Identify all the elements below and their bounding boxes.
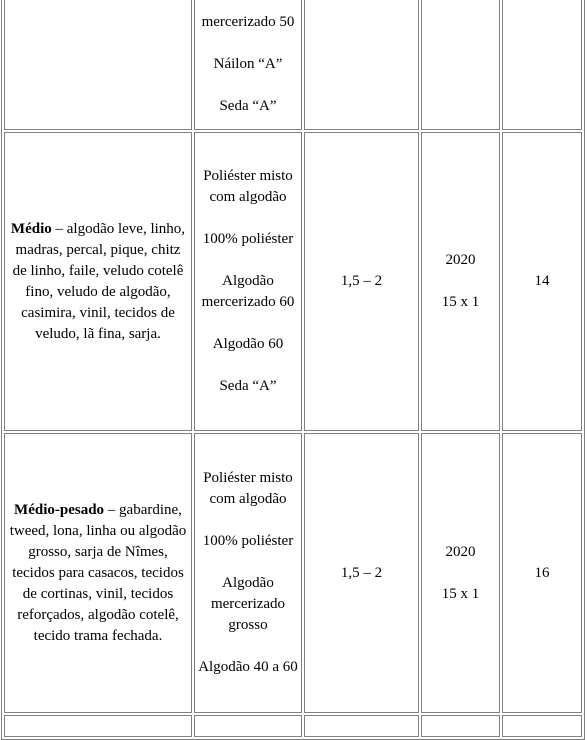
fabric-title: Médio-pesado bbox=[14, 501, 105, 518]
spacer bbox=[198, 636, 298, 657]
table-row bbox=[4, 0, 582, 130]
thread-item: Poliéster misto com algodão bbox=[203, 470, 293, 507]
fabric-title: Médio bbox=[10, 220, 52, 237]
spacer bbox=[198, 552, 298, 573]
fabric-cell bbox=[4, 132, 192, 431]
sewing-reference-table bbox=[1, 0, 585, 740]
spacer bbox=[198, 75, 298, 96]
stitch-length-cell: 1,5 – 2 bbox=[304, 433, 419, 713]
spacer bbox=[198, 250, 298, 271]
thread-item: 100% poliéster bbox=[202, 533, 294, 549]
thread-item: Algodão mercerizado grosso bbox=[210, 575, 286, 633]
needle-cell bbox=[421, 0, 500, 130]
needle-type: 2020 bbox=[445, 543, 476, 560]
thread-item: mercerizado 50 bbox=[201, 14, 295, 30]
needle-size-cell bbox=[502, 715, 582, 737]
spacer bbox=[425, 563, 496, 584]
thread-item: Poliéster misto com algodão bbox=[203, 168, 293, 205]
spacer bbox=[198, 208, 298, 229]
thread-item: Algodão mercerizado 60 bbox=[201, 273, 295, 310]
needle-code: 15 x 1 bbox=[441, 294, 480, 310]
needle-cell bbox=[421, 132, 500, 431]
spacer bbox=[198, 355, 298, 376]
fabric-cell bbox=[4, 433, 192, 713]
spacer bbox=[198, 33, 298, 54]
stitch-length-cell bbox=[304, 715, 419, 737]
thread-cell bbox=[194, 715, 302, 737]
thread-item: Algodão 40 a 60 bbox=[198, 659, 298, 675]
table-row bbox=[4, 715, 582, 737]
stitch-length-cell bbox=[304, 0, 419, 130]
thread-item: Seda “A” bbox=[219, 98, 277, 114]
needle-size-cell: 14 bbox=[502, 132, 582, 431]
spacer bbox=[198, 313, 298, 334]
needle-cell bbox=[421, 433, 500, 713]
thread-item: Seda “A” bbox=[219, 378, 277, 394]
thread-cell bbox=[194, 0, 302, 130]
table-row bbox=[4, 132, 582, 431]
needle-size-cell bbox=[502, 0, 582, 130]
needle-type: 2020 bbox=[445, 252, 476, 268]
thread-item: Algodão 60 bbox=[212, 336, 284, 352]
thread-item: Náilon “A” bbox=[213, 56, 283, 72]
thread-cell bbox=[194, 433, 302, 713]
needle-code: 15 x 1 bbox=[441, 585, 480, 602]
spacer bbox=[198, 510, 298, 531]
fabric-description: – gabardine, tweed, lona, linha ou algodão grosso, sarja de Nîmes, tecidos para casacos, tecidos de cortinas, vinil, tecidos reforçados, algodão cotelê, tecido trama fechada. bbox=[9, 501, 187, 644]
needle-size-cell: 16 bbox=[502, 433, 582, 713]
spacer bbox=[425, 271, 496, 292]
stitch-length-cell: 1,5 – 2 bbox=[304, 132, 419, 431]
table-row bbox=[4, 433, 582, 713]
fabric-cell bbox=[4, 715, 192, 737]
fabric-description: – algodão leve, linho, madras, percal, pique, chitz de linho, faile, veludo cotelê fino, veludo de algodão, casimira, vinil, tecidos de veludo, lã fina, sarja. bbox=[12, 220, 186, 342]
needle-cell bbox=[421, 715, 500, 737]
fabric-cell bbox=[4, 0, 192, 130]
thread-item: 100% poliéster bbox=[202, 231, 294, 247]
thread-cell bbox=[194, 132, 302, 431]
